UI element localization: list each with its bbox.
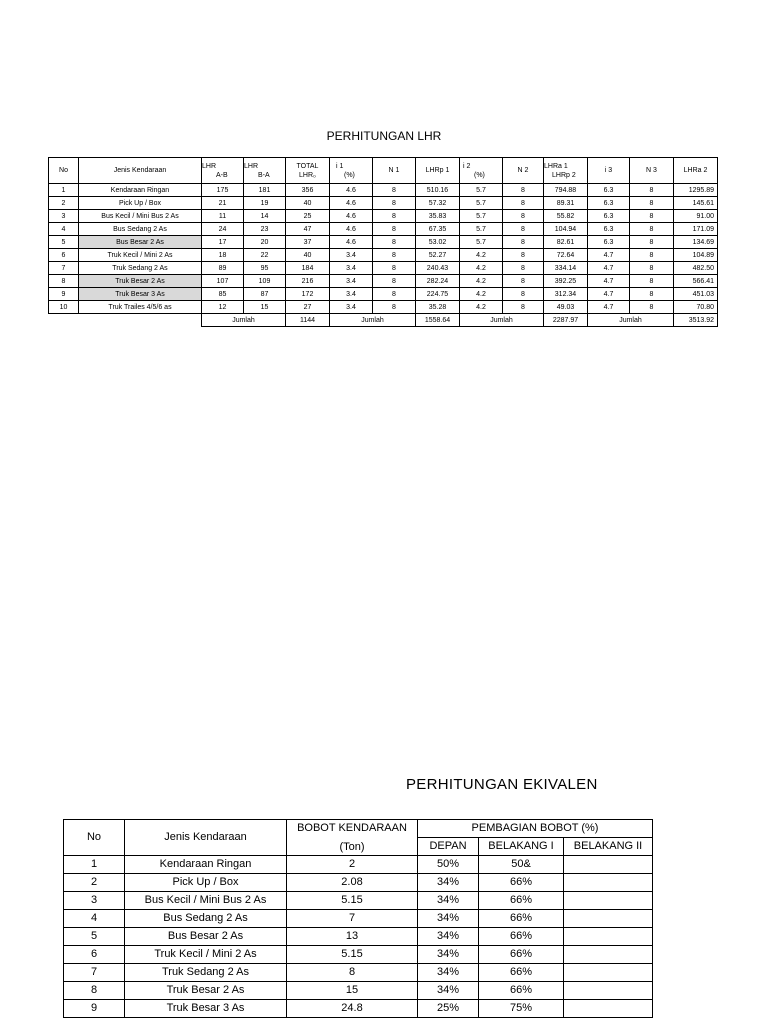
ekv-header-belakang1: BELAKANG I [479, 838, 564, 856]
ekv-cell-jenis: Kendaraan Ringan [125, 856, 287, 874]
lhr-cell-n2: 8 [503, 184, 544, 197]
lhr-cell-n2: 8 [503, 275, 544, 288]
ekv-cell-belakang1: 66% [479, 982, 564, 1000]
header-no: No [49, 158, 79, 184]
lhr-cell-lhrp1: 282.24 [416, 275, 460, 288]
header-lhra1-line1: LHRa 1 [544, 162, 568, 170]
lhr-cell-n3: 8 [630, 301, 674, 314]
lhr-cell-i2: 4.2 [460, 288, 503, 301]
lhr-cell-i2: 5.7 [460, 223, 503, 236]
ekv-cell-depan: 34% [418, 964, 479, 982]
ekv-cell-belakang2 [564, 874, 653, 892]
header-i2-line2: (%) [474, 171, 485, 179]
table-row [64, 856, 653, 874]
ekv-cell-no: 1 [64, 856, 125, 874]
lhr-cell-lhra1: 312.34 [544, 288, 588, 301]
footer-lhra1-value: 2287.97 [544, 314, 588, 327]
header-n1: N 1 [373, 158, 416, 184]
header-i2-line1: i 2 [463, 162, 471, 170]
lhr-cell-n3: 8 [630, 288, 674, 301]
header-lhr-ba [244, 158, 286, 184]
lhr-cell-no: 9 [49, 288, 79, 301]
lhr-table [48, 157, 718, 327]
ekv-cell-belakang2 [564, 964, 653, 982]
footer-blank-jenis [79, 314, 202, 327]
lhr-cell-i2: 5.7 [460, 184, 503, 197]
ekv-cell-no: 3 [64, 892, 125, 910]
table-row [64, 1000, 653, 1018]
footer-jumlah-label-4: Jumlah [588, 314, 674, 327]
lhr-cell-lhra1: 89.31 [544, 197, 588, 210]
ekv-header-bobot-line1: BOBOT KENDARAAN [297, 821, 407, 834]
lhr-cell-lhrp1: 53.02 [416, 236, 460, 249]
lhr-cell-n3: 8 [630, 275, 674, 288]
header-lhr-ab-line1: LHR [202, 162, 217, 170]
lhr-cell-jenis: Truk Kecil / Mini 2 As [79, 249, 202, 262]
ekv-cell-bobot: 24.8 [287, 1000, 418, 1018]
lhr-cell-lhr-ab: 175 [202, 184, 244, 197]
lhr-cell-lhra2: 104.89 [674, 249, 718, 262]
lhr-cell-n2: 8 [503, 210, 544, 223]
lhr-cell-no: 6 [49, 249, 79, 262]
ekv-cell-depan: 34% [418, 982, 479, 1000]
footer-jumlah-label-3: Jumlah [460, 314, 544, 327]
ekv-header-depan: DEPAN [418, 838, 479, 856]
lhr-cell-n1: 8 [373, 288, 416, 301]
ekv-cell-bobot: 7 [287, 910, 418, 928]
lhr-cell-n2: 8 [503, 262, 544, 275]
ekv-cell-belakang1: 75% [479, 1000, 564, 1018]
lhr-cell-total: 37 [286, 236, 330, 249]
lhr-cell-no: 2 [49, 197, 79, 210]
header-i3: i 3 [588, 158, 630, 184]
footer-jumlah-label-1: Jumlah [202, 314, 286, 327]
lhr-cell-lhr-ab: 24 [202, 223, 244, 236]
lhr-cell-i2: 4.2 [460, 301, 503, 314]
ekv-header-pembagian: PEMBAGIAN BOBOT (%) [418, 820, 653, 838]
lhr-cell-no: 4 [49, 223, 79, 236]
table-row [49, 184, 718, 197]
ekv-cell-jenis: Truk Sedang 2 As [125, 964, 287, 982]
header-lhr-ab [202, 158, 244, 184]
ekv-cell-bobot: 2 [287, 856, 418, 874]
ekv-cell-bobot: 13 [287, 928, 418, 946]
ekv-cell-belakang1: 66% [479, 928, 564, 946]
header-lhr-ba-line1: LHR [244, 162, 259, 170]
lhr-cell-lhra1: 392.25 [544, 275, 588, 288]
lhr-cell-lhr-ab: 89 [202, 262, 244, 275]
header-i1-line1: i 1 [336, 162, 344, 170]
lhr-cell-lhra2: 171.09 [674, 223, 718, 236]
lhr-cell-jenis: Bus Besar 2 As [79, 236, 202, 249]
header-total-line1: TOTAL [296, 162, 319, 170]
ekivalen-title: PERHITUNGAN EKIVALEN [406, 776, 598, 793]
lhr-cell-lhr-ab: 11 [202, 210, 244, 223]
lhr-cell-lhr-ab: 21 [202, 197, 244, 210]
lhr-cell-i3: 4.7 [588, 288, 630, 301]
ekv-cell-belakang2 [564, 892, 653, 910]
lhr-cell-n2: 8 [503, 236, 544, 249]
lhr-cell-lhra2: 451.03 [674, 288, 718, 301]
header-lhra2: LHRa 2 [674, 158, 718, 184]
header-n3: N 3 [630, 158, 674, 184]
header-jenis: Jenis Kendaraan [79, 158, 202, 184]
lhr-cell-lhr-ab: 107 [202, 275, 244, 288]
ekv-cell-bobot: 5.15 [287, 946, 418, 964]
lhr-cell-lhr-ba: 20 [244, 236, 286, 249]
header-n2: N 2 [503, 158, 544, 184]
table-row [64, 946, 653, 964]
lhr-cell-no: 10 [49, 301, 79, 314]
lhr-cell-lhr-ba: 23 [244, 223, 286, 236]
ekv-cell-belakang2 [564, 928, 653, 946]
ekv-cell-belakang2 [564, 856, 653, 874]
lhr-cell-lhra1: 49.03 [544, 301, 588, 314]
lhr-cell-i1: 3.4 [330, 301, 373, 314]
lhr-cell-lhr-ab: 12 [202, 301, 244, 314]
lhr-cell-i2: 5.7 [460, 210, 503, 223]
lhr-cell-i3: 4.7 [588, 249, 630, 262]
lhr-cell-lhrp1: 240.43 [416, 262, 460, 275]
lhr-cell-lhr-ba: 14 [244, 210, 286, 223]
table-row [49, 223, 718, 236]
ekv-cell-jenis: Bus Besar 2 As [125, 928, 287, 946]
lhr-cell-lhra2: 91.00 [674, 210, 718, 223]
lhr-cell-total: 172 [286, 288, 330, 301]
lhr-cell-i1: 4.6 [330, 184, 373, 197]
ekv-cell-no: 4 [64, 910, 125, 928]
lhr-cell-i1: 3.4 [330, 275, 373, 288]
ekv-cell-jenis: Truk Kecil / Mini 2 As [125, 946, 287, 964]
lhr-cell-n2: 8 [503, 197, 544, 210]
lhr-cell-n2: 8 [503, 223, 544, 236]
ekivalen-table-body [64, 856, 653, 1018]
lhr-cell-lhra1: 55.82 [544, 210, 588, 223]
lhr-cell-total: 184 [286, 262, 330, 275]
lhr-cell-i2: 5.7 [460, 197, 503, 210]
table-row [49, 210, 718, 223]
lhr-header-row [49, 158, 718, 184]
lhr-cell-i2: 5.7 [460, 236, 503, 249]
lhr-cell-lhrp1: 35.28 [416, 301, 460, 314]
lhr-cell-lhra1: 794.88 [544, 184, 588, 197]
lhr-cell-n1: 8 [373, 236, 416, 249]
lhr-cell-i3: 4.7 [588, 262, 630, 275]
header-i1 [330, 158, 373, 184]
lhr-cell-i3: 6.3 [588, 184, 630, 197]
lhr-cell-n1: 8 [373, 223, 416, 236]
table-row [64, 928, 653, 946]
lhr-cell-n1: 8 [373, 275, 416, 288]
lhr-cell-lhrp1: 224.75 [416, 288, 460, 301]
ekv-cell-no: 2 [64, 874, 125, 892]
header-lhra1-line2: LHRp 2 [552, 171, 576, 179]
ekv-cell-belakang2 [564, 982, 653, 1000]
lhr-cell-i2: 4.2 [460, 249, 503, 262]
lhr-cell-total: 40 [286, 197, 330, 210]
lhr-cell-no: 7 [49, 262, 79, 275]
lhr-cell-lhra1: 104.94 [544, 223, 588, 236]
lhr-cell-n1: 8 [373, 210, 416, 223]
lhr-cell-n1: 8 [373, 249, 416, 262]
ekv-cell-depan: 34% [418, 910, 479, 928]
lhr-cell-lhra2: 70.80 [674, 301, 718, 314]
lhr-cell-lhra2: 482.50 [674, 262, 718, 275]
lhr-cell-lhra2: 145.61 [674, 197, 718, 210]
lhr-cell-lhr-ba: 22 [244, 249, 286, 262]
lhr-cell-no: 3 [49, 210, 79, 223]
header-lhr-ab-line2: A-B [216, 171, 228, 179]
lhr-cell-jenis: Truk Besar 3 As [79, 288, 202, 301]
ekv-cell-belakang2 [564, 1000, 653, 1018]
lhr-cell-no: 1 [49, 184, 79, 197]
ekv-cell-bobot: 2.08 [287, 874, 418, 892]
table-row [64, 892, 653, 910]
ekv-cell-belakang2 [564, 946, 653, 964]
lhr-cell-i3: 6.3 [588, 210, 630, 223]
table-row [49, 275, 718, 288]
ekv-cell-depan: 50% [418, 856, 479, 874]
lhr-cell-i1: 4.6 [330, 223, 373, 236]
lhr-cell-i1: 3.4 [330, 288, 373, 301]
lhr-cell-jenis: Pick Up / Box [79, 197, 202, 210]
footer-jumlah-label-2: Jumlah [330, 314, 416, 327]
lhr-cell-i3: 6.3 [588, 197, 630, 210]
lhr-cell-lhrp1: 57.32 [416, 197, 460, 210]
lhr-cell-n3: 8 [630, 197, 674, 210]
table-row [49, 197, 718, 210]
lhr-cell-n2: 8 [503, 288, 544, 301]
ekv-header-no: No [64, 820, 125, 856]
table-row [49, 236, 718, 249]
lhr-cell-n3: 8 [630, 210, 674, 223]
lhr-cell-n3: 8 [630, 236, 674, 249]
ekv-cell-jenis: Pick Up / Box [125, 874, 287, 892]
lhr-cell-n1: 8 [373, 301, 416, 314]
table-row [49, 249, 718, 262]
header-lhra1 [544, 158, 588, 184]
lhr-cell-lhrp1: 67.35 [416, 223, 460, 236]
lhr-cell-i3: 6.3 [588, 236, 630, 249]
header-total-line2: LHR₀ [299, 171, 316, 179]
lhr-cell-lhrp1: 510.16 [416, 184, 460, 197]
footer-lhra2-value: 3513.92 [674, 314, 718, 327]
ekv-cell-jenis: Truk Besar 3 As [125, 1000, 287, 1018]
lhr-cell-lhr-ba: 95 [244, 262, 286, 275]
lhr-cell-i3: 4.7 [588, 301, 630, 314]
ekv-cell-depan: 34% [418, 928, 479, 946]
table-row [49, 288, 718, 301]
ekv-cell-no: 8 [64, 982, 125, 1000]
lhr-cell-total: 27 [286, 301, 330, 314]
lhr-cell-lhr-ba: 87 [244, 288, 286, 301]
lhr-cell-i1: 4.6 [330, 236, 373, 249]
lhr-cell-n2: 8 [503, 301, 544, 314]
ekv-cell-bobot: 15 [287, 982, 418, 1000]
ekv-header-bobot [287, 820, 418, 856]
ekv-cell-no: 5 [64, 928, 125, 946]
lhr-cell-lhra1: 72.64 [544, 249, 588, 262]
lhr-cell-jenis: Truk Besar 2 As [79, 275, 202, 288]
lhr-cell-no: 5 [49, 236, 79, 249]
lhr-cell-jenis: Bus Kecil / Mini Bus 2 As [79, 210, 202, 223]
lhr-cell-i1: 4.6 [330, 210, 373, 223]
ekv-cell-jenis: Bus Kecil / Mini Bus 2 As [125, 892, 287, 910]
header-i2 [460, 158, 503, 184]
lhr-cell-n3: 8 [630, 184, 674, 197]
table-row [64, 874, 653, 892]
ekv-cell-jenis: Bus Sedang 2 As [125, 910, 287, 928]
header-lhr-ba-line2: B-A [258, 171, 270, 179]
ekivalen-table [63, 819, 653, 1018]
lhr-cell-total: 216 [286, 275, 330, 288]
ekv-cell-belakang2 [564, 910, 653, 928]
lhr-cell-n1: 8 [373, 262, 416, 275]
lhr-cell-i1: 3.4 [330, 262, 373, 275]
ekv-cell-depan: 25% [418, 1000, 479, 1018]
lhr-cell-jenis: Bus Sedang 2 As [79, 223, 202, 236]
ekivalen-header-row-1 [64, 820, 653, 838]
table-row [64, 982, 653, 1000]
ekv-cell-no: 7 [64, 964, 125, 982]
lhr-cell-lhr-ba: 15 [244, 301, 286, 314]
lhr-cell-lhr-ba: 181 [244, 184, 286, 197]
lhr-cell-no: 8 [49, 275, 79, 288]
ekv-cell-belakang1: 66% [479, 910, 564, 928]
ekv-cell-bobot: 5.15 [287, 892, 418, 910]
lhr-cell-total: 47 [286, 223, 330, 236]
ekv-cell-belakang1: 66% [479, 964, 564, 982]
lhr-cell-n1: 8 [373, 184, 416, 197]
ekv-cell-depan: 34% [418, 874, 479, 892]
lhr-cell-lhra1: 334.14 [544, 262, 588, 275]
lhr-cell-n3: 8 [630, 223, 674, 236]
lhr-cell-lhra1: 82.61 [544, 236, 588, 249]
lhr-table-body [49, 184, 718, 314]
ekv-cell-no: 6 [64, 946, 125, 964]
header-lhrp1: LHRp 1 [416, 158, 460, 184]
ekv-header-belakang2: BELAKANG II [564, 838, 653, 856]
ekv-cell-depan: 34% [418, 892, 479, 910]
footer-blank-no [49, 314, 79, 327]
ekv-cell-belakang1: 66% [479, 892, 564, 910]
ekv-cell-jenis: Truk Besar 2 As [125, 982, 287, 1000]
lhr-cell-lhr-ba: 109 [244, 275, 286, 288]
table-row [49, 301, 718, 314]
lhr-cell-lhra2: 134.69 [674, 236, 718, 249]
lhr-title: PERHITUNGAN LHR [326, 129, 442, 143]
lhr-cell-lhr-ab: 85 [202, 288, 244, 301]
lhr-cell-lhr-ab: 17 [202, 236, 244, 249]
lhr-cell-lhr-ab: 18 [202, 249, 244, 262]
lhr-cell-jenis: Kendaraan Ringan [79, 184, 202, 197]
lhr-cell-i3: 6.3 [588, 223, 630, 236]
lhr-cell-lhr-ba: 19 [244, 197, 286, 210]
ekv-cell-depan: 34% [418, 946, 479, 964]
lhr-cell-n3: 8 [630, 249, 674, 262]
lhr-cell-lhrp1: 35.83 [416, 210, 460, 223]
lhr-cell-i2: 4.2 [460, 275, 503, 288]
ekv-cell-belakang1: 66% [479, 946, 564, 964]
lhr-cell-i2: 4.2 [460, 262, 503, 275]
table-row [64, 910, 653, 928]
footer-total-value: 1144 [286, 314, 330, 327]
lhr-cell-n2: 8 [503, 249, 544, 262]
ekv-header-jenis: Jenis Kendaraan [125, 820, 287, 856]
header-total [286, 158, 330, 184]
lhr-cell-jenis: Truk Trailes 4/5/6 as [79, 301, 202, 314]
lhr-cell-total: 40 [286, 249, 330, 262]
footer-lhrp1-value: 1558.64 [416, 314, 460, 327]
ekv-cell-belakang1: 50& [479, 856, 564, 874]
lhr-cell-i1: 4.6 [330, 197, 373, 210]
ekv-cell-bobot: 8 [287, 964, 418, 982]
lhr-cell-lhra2: 566.41 [674, 275, 718, 288]
lhr-cell-lhrp1: 52.27 [416, 249, 460, 262]
lhr-cell-total: 356 [286, 184, 330, 197]
lhr-cell-i3: 4.7 [588, 275, 630, 288]
lhr-cell-total: 25 [286, 210, 330, 223]
table-row [64, 964, 653, 982]
header-i1-line2: (%) [344, 171, 355, 179]
lhr-footer-row [49, 314, 718, 327]
ekv-cell-no: 9 [64, 1000, 125, 1018]
lhr-cell-lhra2: 1295.89 [674, 184, 718, 197]
lhr-cell-jenis: Truk Sedang 2 As [79, 262, 202, 275]
lhr-cell-i1: 3.4 [330, 249, 373, 262]
lhr-cell-n3: 8 [630, 262, 674, 275]
ekv-cell-belakang1: 66% [479, 874, 564, 892]
ekv-header-bobot-line2: (Ton) [339, 840, 365, 853]
lhr-cell-n1: 8 [373, 197, 416, 210]
table-row [49, 262, 718, 275]
